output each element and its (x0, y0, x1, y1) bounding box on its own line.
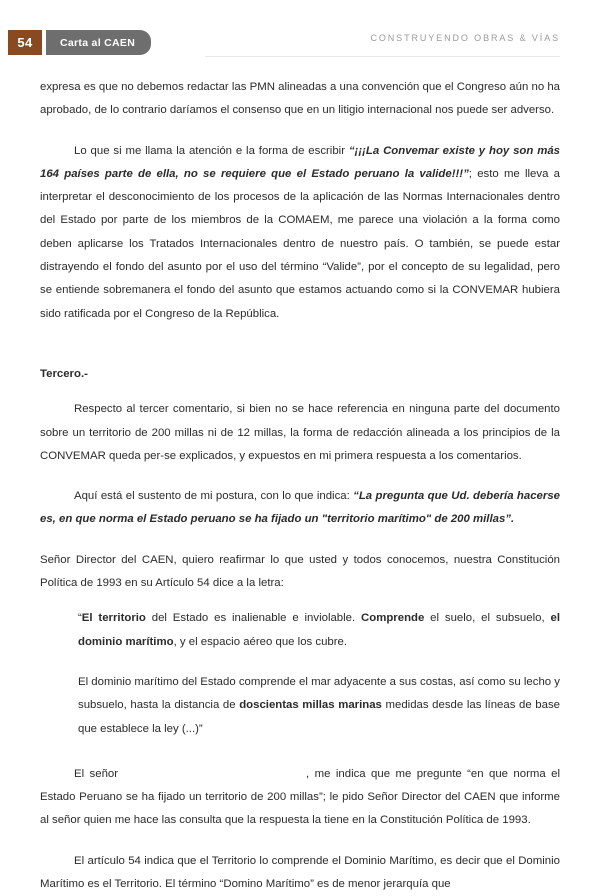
para4-lead: Aquí está el sustento de mi postura, con lo que indica: (74, 490, 354, 503)
quote1-text2: el suelo, el subsuelo, (424, 612, 551, 625)
constitution-quote-block (78, 607, 560, 740)
quote1-bold-comprende: Comprende (361, 612, 425, 625)
page-number-badge: 54 (8, 30, 42, 55)
quote1-text1: del Estado es inalienable e inviolable. (145, 612, 362, 625)
quote1-text3: , y el espacio aéreo que los cubre. (173, 635, 348, 648)
quote1-open: “ (78, 612, 82, 625)
para2-rest: ; esto me lleva a interpretar el desconocimiento de los procesos de la aplicación de las Normas Internacionales dentro del Estado por parte de los miembros de la COMAEM, me parece una violación a la forma como deben aplicarse los Tratados Internacionales dentro de nuestro país. O también, se puede estar distrayendo el fondo del asunto por el uso del término “Valide”, por el concepto de su legalidad, pero se entiende sobremanera el fondo del asunto que estamos actuando como si la CONVEMAR hubiera sido ratificada por el Congreso de la República. (40, 167, 560, 320)
paragraph-continuation: expresa es que no debemos redactar las PMN alineadas a una convención que el Congreso aún no ha aprobado, de lo contrario daríamos el consenso que en un litigio internacional nos puede ser adverso. (40, 81, 560, 117)
header-divider-rule (205, 56, 560, 57)
section-tab-label: Carta al CAEN (46, 30, 151, 55)
quote1-bold-dominio: el dominio marítimo (78, 612, 560, 648)
quote1-bold-territorio: El territorio (81, 612, 146, 625)
paragraph-convemar-quote (40, 140, 560, 326)
page-header (0, 0, 600, 64)
page-body (40, 76, 560, 896)
quote2-text1: El dominio marítimo del Estado comprende el mar adyacente a sus costas, así como su lecho y subsuelo, hasta la distancia de (78, 675, 560, 712)
paragraph-constitucion-intro: Señor Director del CAEN, quiero reafirmar lo que usted y todos conocemos, nuestra Constitución Política de 1993 en su Artículo 54 dice a la letra: (40, 553, 560, 590)
paragraph-tercer-comentario: Respecto al tercer comentario, si bien no se hace referencia en ninguna parte del documento sobre un territorio de 200 millas ni de 12 millas, la forma de redacción alineada a los principios de la CONVEMAR queda per-se explicados, y expuestos en mi primera respuesta a los comentarios. (40, 403, 560, 462)
section-heading-tercero: Tercero.- (40, 367, 88, 380)
para4-bold-italic-quote: “La pregunta que Ud. debería hacerse es, en que norma el Estado peruano se ha fijado un "territorio marítimo" de 200 millas”. (40, 490, 560, 526)
quote-articulo-54-part1 (78, 607, 560, 654)
quote-articulo-54-part2 (78, 671, 560, 741)
para2-lead: Lo que si me llama la atención e la forma de escribir (74, 144, 349, 157)
running-title: CONSTRUYENDO OBRAS & VÍAS (370, 33, 560, 43)
header-left-group (8, 30, 151, 55)
paragraph-articulo-54-analisis: El artículo 54 indica que el Territorio lo comprende el Dominio Marítimo, es decir que el Dominio Marítimo es el Territorio. El término “Domino Marítimo” es de menor jerarquía que (40, 854, 560, 891)
para6-lead: El señor (74, 767, 119, 780)
para2-bold-italic-quote: “¡¡¡La Convemar existe y hoy son más 164 países parte de ella, no se requiere que el Estado peruano la valide!!!” (40, 144, 561, 180)
paragraph-el-senor (40, 763, 560, 833)
quote2-text2: medidas desde las líneas de base que establece la ley (...)” (78, 699, 560, 735)
paragraph-sustento (40, 485, 560, 532)
para6-rest: , me indica que me pregunte “en que norma el Estado Peruano se ha fijado un territorio de 200 millas”; le pido Señor Director del CAEN que informe al señor quien me hace las consulta que la respuesta la tiene en la Constitución Política de 1993. (40, 767, 560, 827)
quote2-bold-millas: doscientas millas marinas (239, 699, 382, 712)
